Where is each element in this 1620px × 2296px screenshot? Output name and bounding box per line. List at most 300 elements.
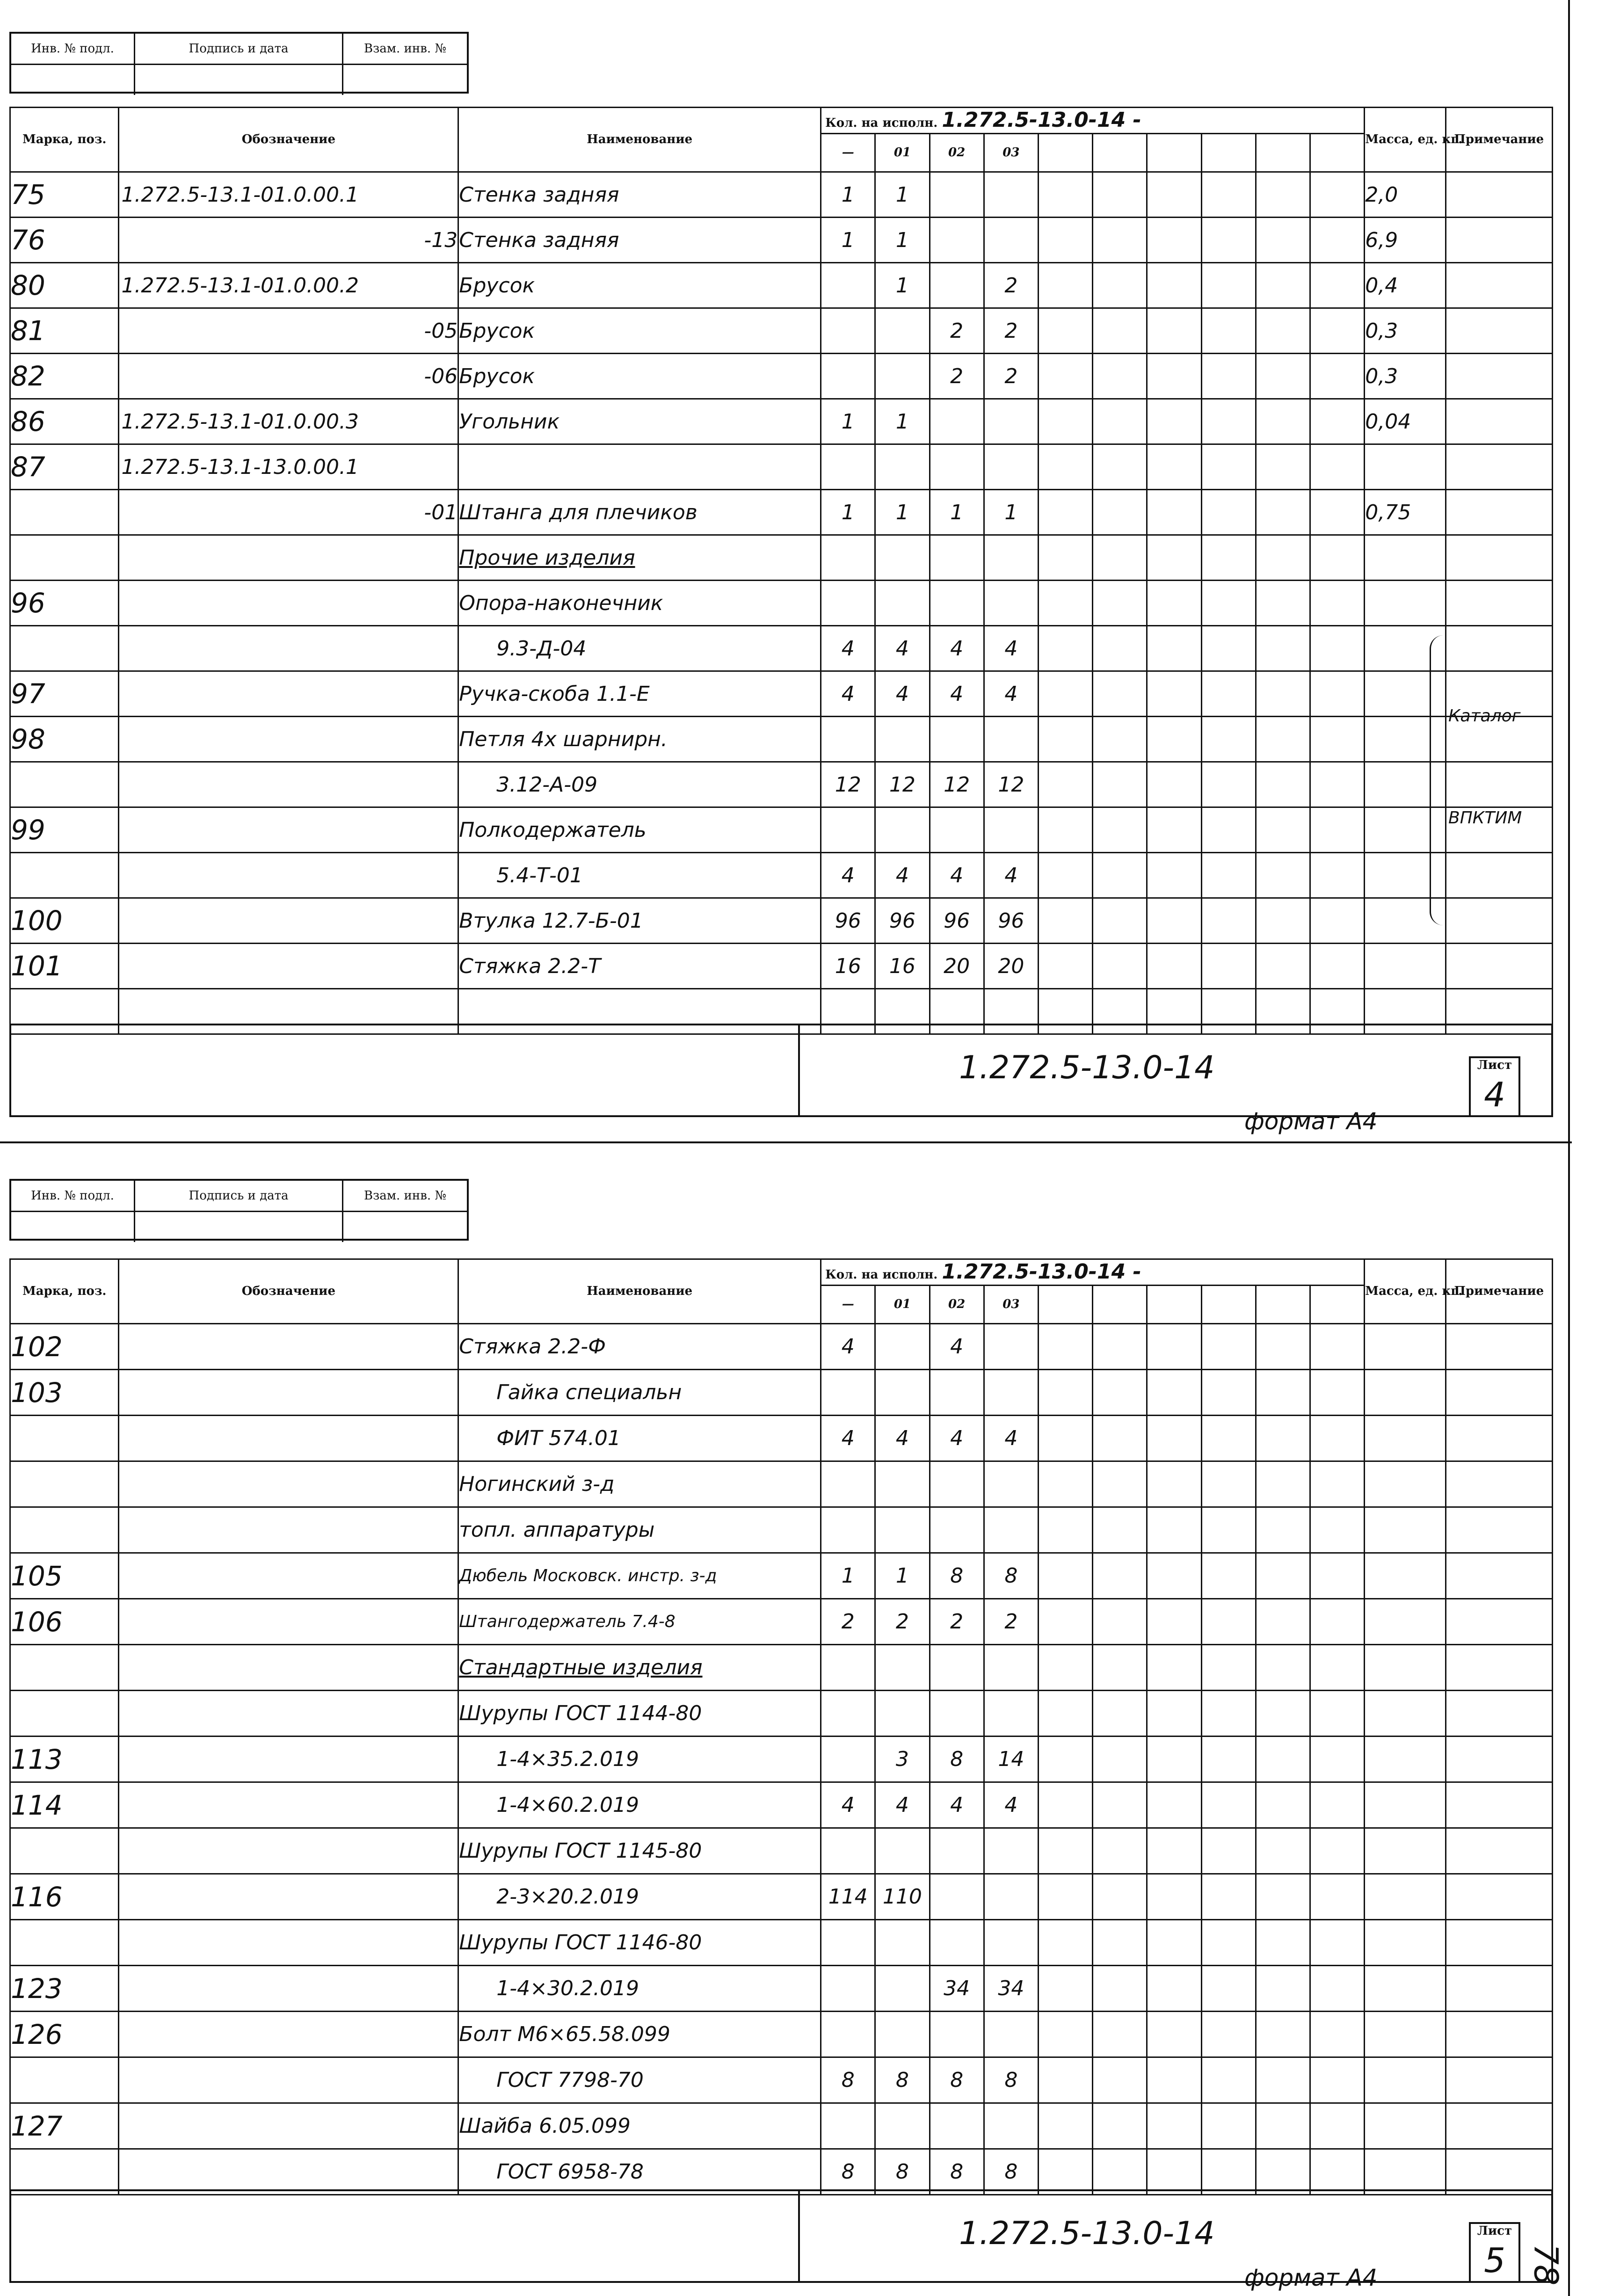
empty-qty-cell — [1038, 1966, 1092, 2012]
mass-cell — [1365, 444, 1446, 490]
qty-cell: 1 — [875, 490, 930, 535]
qty-cell: 2 — [821, 1599, 875, 1645]
mass-cell — [1365, 2012, 1446, 2057]
empty-qty-cell — [1093, 354, 1147, 399]
qty-cell: 114 — [821, 1874, 875, 1920]
doc-number-sheet5: 1.272.5-13.0-14 — [959, 2215, 1215, 2252]
empty-qty-cell — [1147, 399, 1201, 444]
note-cell — [1446, 2057, 1552, 2103]
qty-cell — [984, 1645, 1038, 1691]
qty-cell: 4 — [930, 853, 984, 898]
name-cell — [458, 1599, 821, 1645]
empty-qty-cell — [1310, 172, 1365, 218]
empty-qty-cell — [1038, 535, 1092, 581]
empty-qty-cell — [1093, 717, 1147, 762]
empty-qty-cell — [1038, 898, 1092, 944]
sheet-5 — [9, 1179, 1553, 2292]
empty-qty-cell — [1147, 218, 1201, 263]
qty-cell: 4 — [821, 626, 875, 671]
name-text: Шурупы ГОСТ 1144-80 — [459, 1701, 702, 1725]
name-cell — [458, 944, 821, 989]
qty-cell: 1 — [930, 490, 984, 535]
name-cell — [458, 671, 821, 717]
name-cell — [458, 1966, 821, 2012]
empty-qty-cell — [1038, 1553, 1092, 1599]
note-cell — [1446, 1416, 1552, 1461]
designation-cell — [119, 2012, 458, 2057]
mark-cell: 105 — [10, 1553, 119, 1599]
qty-cell: 12 — [984, 762, 1038, 807]
qty-cell — [821, 1920, 875, 1966]
designation-cell — [119, 1782, 458, 1828]
empty-qty-cell — [1093, 1370, 1147, 1416]
empty-qty-cell — [1093, 263, 1147, 308]
empty-qty-cell — [1038, 354, 1092, 399]
name-text: 1-4×35.2.019 — [496, 1747, 639, 1771]
empty-qty-cell — [1147, 1416, 1201, 1461]
qty-cell — [930, 1645, 984, 1691]
header-designation: Обозначение — [119, 108, 458, 172]
empty-qty-cell — [1201, 2012, 1256, 2057]
sheet-number-5: 5 — [1484, 2241, 1505, 2280]
name-cell — [458, 581, 821, 626]
name-text: Шурупы ГОСТ 1146-80 — [459, 1931, 702, 1955]
qty-cell — [875, 2012, 930, 2057]
empty-qty-cell — [1093, 1782, 1147, 1828]
empty-qty-cell — [1038, 1416, 1092, 1461]
table-row — [10, 944, 1553, 989]
mass-cell — [1365, 1874, 1446, 1920]
empty-qty-cell — [1310, 490, 1365, 535]
name-text: 5.4-Т-01 — [496, 863, 583, 887]
qty-cell: 4 — [821, 1782, 875, 1828]
empty-qty-cell — [1310, 1920, 1365, 1966]
empty-qty-cell — [1201, 354, 1256, 399]
empty-qty-cell — [1310, 1461, 1365, 1507]
qty-cell — [821, 2103, 875, 2149]
name-text: ФИТ 574.01 — [496, 1426, 621, 1450]
name-cell — [458, 898, 821, 944]
qty-cell — [930, 581, 984, 626]
qty-cell — [984, 1324, 1038, 1370]
qty-cell — [875, 354, 930, 399]
qty-cell: 1 — [875, 1553, 930, 1599]
name-cell — [458, 535, 821, 581]
name-cell — [458, 444, 821, 490]
name-text: Брусок — [459, 364, 535, 388]
designation-cell — [119, 762, 458, 807]
empty-qty-cell — [1147, 626, 1201, 671]
table-row — [10, 2012, 1553, 2057]
note-cell — [1446, 490, 1552, 535]
empty-qty-cell — [1256, 1828, 1310, 1874]
mass-cell — [1365, 1599, 1446, 1645]
qty-cell: 4 — [875, 853, 930, 898]
empty-qty-cell — [1256, 2057, 1310, 2103]
qty-cell: 4 — [821, 853, 875, 898]
empty-qty-cell — [1256, 354, 1310, 399]
designation-cell — [119, 944, 458, 989]
header-name: Наименование — [458, 108, 821, 172]
qty-cell — [875, 1691, 930, 1737]
table-row — [10, 898, 1553, 944]
name-cell — [458, 853, 821, 898]
qty-cell: 4 — [875, 1782, 930, 1828]
qty-cell — [984, 1874, 1038, 1920]
qty-cell: 4 — [984, 671, 1038, 717]
empty-qty-cell — [1147, 2103, 1201, 2149]
designation-cell — [119, 898, 458, 944]
qty-cell: 4 — [930, 671, 984, 717]
table-row — [10, 172, 1553, 218]
header-designation-5: Обозначение — [119, 1259, 458, 1324]
empty-qty-cell — [1310, 944, 1365, 989]
sheet-number-4: 4 — [1484, 1075, 1505, 1114]
empty-qty-cell — [1038, 1782, 1092, 1828]
note-cell — [1446, 399, 1552, 444]
empty-qty-cell — [1093, 944, 1147, 989]
empty-qty-cell — [1093, 535, 1147, 581]
note-cell — [1446, 1737, 1552, 1782]
table-row — [10, 1324, 1553, 1370]
qty-cell — [821, 1828, 875, 1874]
mass-cell — [1365, 1966, 1446, 2012]
qty-cell: 1 — [821, 218, 875, 263]
name-cell — [458, 354, 821, 399]
empty-qty-cell — [1201, 1782, 1256, 1828]
qty-cell — [984, 581, 1038, 626]
empty-qty-cell — [1093, 2057, 1147, 2103]
name-cell — [458, 2012, 821, 2057]
variant-1-5: 01 — [875, 1286, 930, 1324]
header-note-5: Примечание — [1446, 1259, 1552, 1324]
variant-0-5: — — [821, 1286, 875, 1324]
empty-qty-cell — [1201, 1874, 1256, 1920]
mark-cell: 80 — [10, 263, 119, 308]
note-cell — [1446, 1645, 1552, 1691]
header-qty-title-5: Кол. на исполн. — [825, 1268, 938, 1282]
empty-qty-cell — [1093, 308, 1147, 354]
name-cell — [458, 717, 821, 762]
designation-cell — [119, 2103, 458, 2149]
qty-cell — [930, 1874, 984, 1920]
empty-qty-cell — [1038, 263, 1092, 308]
qty-cell: 4 — [875, 1416, 930, 1461]
empty-qty-cell — [1147, 1874, 1201, 1920]
qty-cell — [984, 172, 1038, 218]
empty-qty-cell — [1256, 1599, 1310, 1645]
qty-cell: 2 — [984, 308, 1038, 354]
empty-qty-cell — [1147, 581, 1201, 626]
mass-cell — [1365, 581, 1446, 626]
qty-cell — [875, 2103, 930, 2149]
qty-cell — [930, 1920, 984, 1966]
name-cell — [458, 172, 821, 218]
empty-qty-cell — [1093, 2103, 1147, 2149]
table-row — [10, 308, 1553, 354]
empty-qty-cell — [1147, 1645, 1201, 1691]
empty-qty-cell — [1038, 1874, 1092, 1920]
mark-cell: 76 — [10, 218, 119, 263]
empty-qty-cell — [1093, 1553, 1147, 1599]
empty-qty-cell — [1038, 2012, 1092, 2057]
mark-cell — [10, 1416, 119, 1461]
qty-cell — [821, 807, 875, 853]
table-row — [10, 1507, 1553, 1553]
table-row — [10, 626, 1553, 671]
name-cell — [458, 1920, 821, 1966]
header-qty-5 — [821, 1259, 1365, 1286]
sign-label: Подпись и дата — [189, 42, 289, 56]
empty-qty-cell — [1201, 1920, 1256, 1966]
empty-qty-cell — [1310, 1737, 1365, 1782]
empty-qty-cell — [1147, 2149, 1201, 2195]
empty-qty-cell — [1310, 1553, 1365, 1599]
mark-cell — [10, 1691, 119, 1737]
qty-cell: 96 — [821, 898, 875, 944]
empty-qty-cell — [1201, 762, 1256, 807]
empty-qty-cell — [1256, 717, 1310, 762]
designation-cell — [119, 1599, 458, 1645]
qty-cell — [930, 1370, 984, 1416]
empty-qty-cell — [1201, 944, 1256, 989]
empty-qty-cell — [1093, 399, 1147, 444]
qty-cell: 4 — [930, 1324, 984, 1370]
qty-cell: 4 — [984, 1416, 1038, 1461]
mark-cell — [10, 1828, 119, 1874]
empty-qty-cell — [1201, 2057, 1256, 2103]
qty-cell: 4 — [821, 1416, 875, 1461]
mark-cell: 98 — [10, 717, 119, 762]
name-cell — [458, 1645, 821, 1691]
designation-cell — [119, 1416, 458, 1461]
qty-cell: 1 — [984, 490, 1038, 535]
table-row — [10, 671, 1553, 717]
name-text: ГОСТ 6958-78 — [496, 2160, 644, 2184]
empty-qty-cell — [1147, 671, 1201, 717]
qty-cell: 8 — [984, 2149, 1038, 2195]
empty-qty-cell — [1147, 1370, 1201, 1416]
empty-qty-cell — [1256, 1370, 1310, 1416]
note-cell — [1446, 535, 1552, 581]
empty-qty-cell — [1201, 2103, 1256, 2149]
empty-qty-cell — [1093, 2149, 1147, 2195]
table-row — [10, 1416, 1553, 1461]
mass-cell: 6,9 — [1365, 218, 1446, 263]
name-text: Петля 4х шарнирн. — [459, 727, 668, 751]
qty-cell: 2 — [930, 308, 984, 354]
table-row — [10, 1461, 1553, 1507]
name-text: Прочие изделия — [459, 545, 635, 570]
vzam-label-5: Взам. инв. № — [364, 1189, 446, 1203]
qty-cell: 4 — [821, 1324, 875, 1370]
empty-qty-cell — [1256, 2149, 1310, 2195]
empty-qty-cell — [1147, 1461, 1201, 1507]
empty-qty-cell — [1201, 1507, 1256, 1553]
qty-cell — [875, 1461, 930, 1507]
table-row — [10, 535, 1553, 581]
designation-cell: -06 — [119, 354, 458, 399]
designation-cell — [119, 2149, 458, 2195]
name-cell — [458, 762, 821, 807]
name-cell — [458, 263, 821, 308]
qty-cell: 2 — [984, 354, 1038, 399]
note-cell — [1446, 1920, 1552, 1966]
mass-cell — [1365, 944, 1446, 989]
mark-cell: 97 — [10, 671, 119, 717]
qty-cell: 8 — [984, 2057, 1038, 2103]
empty-qty-cell — [1147, 1920, 1201, 1966]
empty-qty-cell — [1038, 1920, 1092, 1966]
empty-qty-cell — [1201, 626, 1256, 671]
mass-cell: 0,3 — [1365, 308, 1446, 354]
empty-qty-cell — [1093, 1461, 1147, 1507]
qty-cell — [984, 1461, 1038, 1507]
note-cell — [1446, 1691, 1552, 1737]
designation-cell — [119, 2057, 458, 2103]
empty-qty-cell — [1038, 1645, 1092, 1691]
empty-qty-cell — [1201, 1461, 1256, 1507]
empty-qty-cell — [1038, 717, 1092, 762]
name-text: Гайка специальн — [496, 1381, 682, 1404]
header-qty-title: Кол. на исполн. — [825, 116, 938, 131]
empty-qty-cell — [1310, 1645, 1365, 1691]
catalog-brace — [1430, 635, 1443, 925]
empty-qty-cell — [1201, 1966, 1256, 2012]
qty-cell: 4 — [875, 626, 930, 671]
note-catalog: Каталог — [1448, 706, 1521, 726]
variant-0: — — [821, 134, 875, 172]
mass-cell: 2,0 — [1365, 172, 1446, 218]
name-text: Полкодержатель — [459, 818, 647, 842]
qty-cell — [875, 1507, 930, 1553]
qty-cell — [984, 2012, 1038, 2057]
empty-qty-cell — [1310, 1370, 1365, 1416]
empty-qty-cell — [1147, 535, 1201, 581]
empty-qty-cell — [1038, 2149, 1092, 2195]
qty-cell — [875, 717, 930, 762]
designation-cell: 1.272.5-13.1-13.0.00.1 — [119, 444, 458, 490]
empty-qty-cell — [1310, 1324, 1365, 1370]
header-mass: Масса, ед. кг. — [1365, 108, 1446, 172]
empty-qty-cell — [1201, 671, 1256, 717]
empty-qty-cell — [1256, 1461, 1310, 1507]
empty-qty-cell — [1310, 218, 1365, 263]
empty-qty-cell — [1201, 2149, 1256, 2195]
vzam-label: Взам. инв. № — [364, 42, 446, 56]
designation-cell — [119, 1691, 458, 1737]
qty-cell — [984, 1828, 1038, 1874]
name-cell — [458, 2103, 821, 2149]
table-row — [10, 581, 1553, 626]
header-mark-5: Марка, поз. — [10, 1259, 119, 1324]
name-cell — [458, 490, 821, 535]
empty-qty-cell — [1093, 1416, 1147, 1461]
name-cell — [458, 1416, 821, 1461]
name-cell — [458, 1874, 821, 1920]
empty-qty-cell — [1093, 1920, 1147, 1966]
empty-qty-cell — [1093, 898, 1147, 944]
mass-cell — [1365, 2057, 1446, 2103]
name-cell — [458, 1737, 821, 1782]
empty-qty-cell — [1147, 1966, 1201, 2012]
qty-cell: 8 — [930, 2149, 984, 2195]
spec-table-sheet4 — [9, 107, 1553, 1035]
table-row — [10, 1828, 1553, 1874]
empty-qty-cell — [1038, 807, 1092, 853]
empty-qty-cell — [1256, 1553, 1310, 1599]
empty-qty-cell — [1093, 1691, 1147, 1737]
qty-cell — [821, 1966, 875, 2012]
note-cell — [1446, 308, 1552, 354]
table-row — [10, 762, 1553, 807]
name-text: Брусок — [459, 319, 535, 343]
mark-cell: 81 — [10, 308, 119, 354]
qty-cell: 20 — [930, 944, 984, 989]
qty-cell — [875, 581, 930, 626]
mark-cell: 126 — [10, 2012, 119, 2057]
note-cell — [1446, 1324, 1552, 1370]
note-cell — [1446, 172, 1552, 218]
qty-cell — [875, 1645, 930, 1691]
qty-cell — [930, 172, 984, 218]
empty-qty-cell — [1310, 354, 1365, 399]
qty-cell: 12 — [930, 762, 984, 807]
mark-cell: 100 — [10, 898, 119, 944]
name-text: Стяжка 2.2-Т — [459, 954, 601, 978]
designation-cell — [119, 1645, 458, 1691]
name-text: Штанга для плечиков — [459, 500, 697, 524]
designation-cell — [119, 1461, 458, 1507]
page-divider — [0, 1141, 1572, 1143]
qty-cell — [984, 717, 1038, 762]
table-row — [10, 1966, 1553, 2012]
mark-cell: 99 — [10, 807, 119, 853]
name-cell — [458, 2149, 821, 2195]
mark-cell — [10, 2057, 119, 2103]
name-text: топл. аппаратуры — [459, 1518, 655, 1542]
name-text: 2-3×20.2.019 — [496, 1885, 639, 1909]
qty-cell — [930, 399, 984, 444]
empty-qty-cell — [1256, 2103, 1310, 2149]
empty-qty-cell — [1310, 535, 1365, 581]
qty-cell: 1 — [875, 218, 930, 263]
name-cell — [458, 807, 821, 853]
qty-cell — [930, 1507, 984, 1553]
empty-qty-cell — [1201, 490, 1256, 535]
empty-qty-cell — [1256, 2012, 1310, 2057]
empty-qty-cell — [1256, 1507, 1310, 1553]
mark-cell: 123 — [10, 1966, 119, 2012]
name-text: 1-4×60.2.019 — [496, 1793, 639, 1817]
empty-qty-cell — [1201, 853, 1256, 898]
note-cell — [1446, 1370, 1552, 1416]
qty-cell — [984, 444, 1038, 490]
mass-cell — [1365, 1691, 1446, 1737]
empty-qty-cell — [1310, 581, 1365, 626]
designation-cell — [119, 671, 458, 717]
empty-qty-cell — [1310, 2057, 1365, 2103]
mark-cell — [10, 535, 119, 581]
qty-cell — [984, 1691, 1038, 1737]
mark-cell — [10, 2149, 119, 2195]
qty-cell: 16 — [875, 944, 930, 989]
empty-qty-cell — [1256, 399, 1310, 444]
name-text: Опора-наконечник — [459, 591, 663, 615]
empty-qty-cell — [1093, 1324, 1147, 1370]
empty-qty-cell — [1256, 762, 1310, 807]
name-text: Брусок — [459, 273, 535, 298]
